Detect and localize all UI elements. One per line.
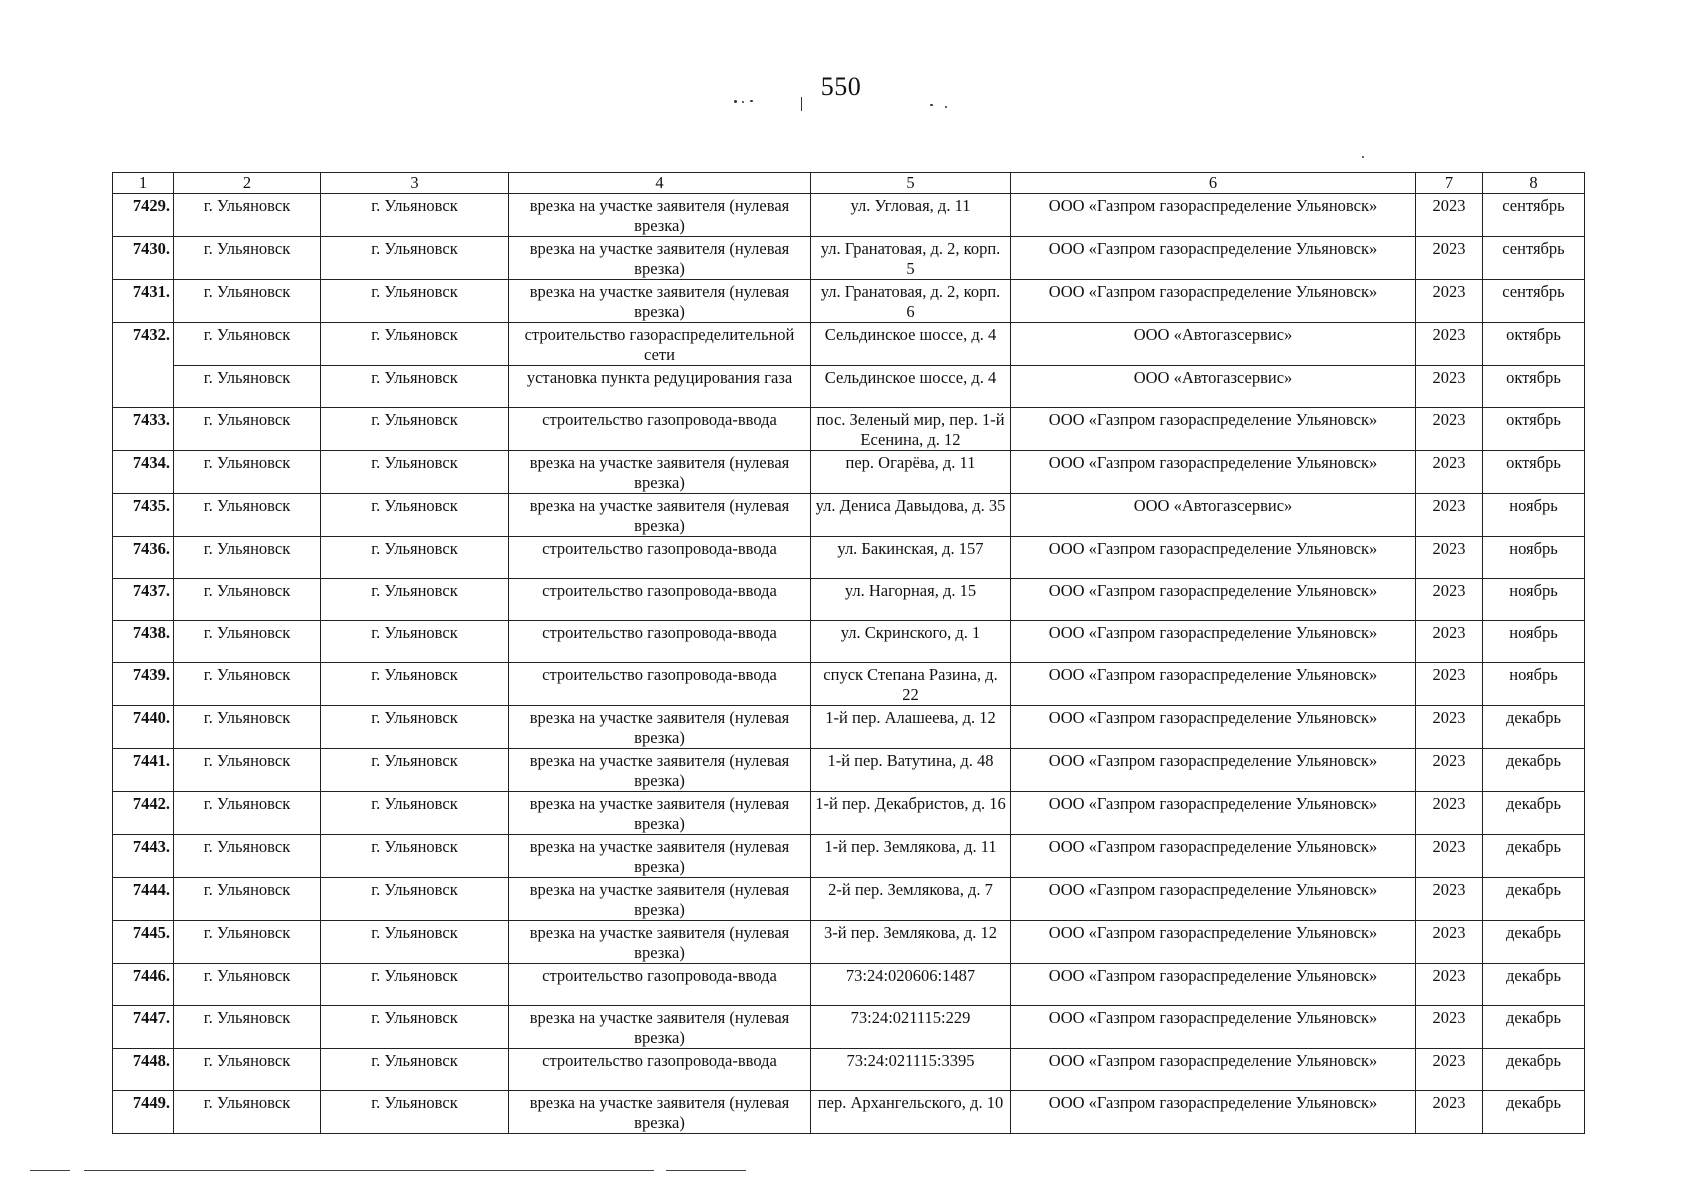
row-number: 7445.	[113, 921, 174, 964]
table-row	[113, 749, 1585, 792]
work-type-cell: строительство газопровода-ввода	[509, 537, 811, 579]
organization-cell: ООО «Газпром газораспределение Ульяновск»	[1011, 792, 1416, 835]
district-cell: г. Ульяновск	[174, 749, 321, 792]
organization-cell: ООО «Газпром газораспределение Ульяновск»	[1011, 194, 1416, 237]
settlement-cell: г. Ульяновск	[321, 663, 509, 706]
row-number: 7442.	[113, 792, 174, 835]
district-cell: г. Ульяновск	[174, 1049, 321, 1091]
table-row	[113, 237, 1585, 280]
row-number: 7435.	[113, 494, 174, 537]
settlement-cell: г. Ульяновск	[321, 408, 509, 451]
year-cell: 2023	[1416, 579, 1483, 621]
work-type-cell: строительство газопровода-ввода	[509, 579, 811, 621]
row-number: 7449.	[113, 1091, 174, 1134]
organization-cell: ООО «Газпром газораспределение Ульяновск»	[1011, 1091, 1416, 1134]
settlement-cell: г. Ульяновск	[321, 749, 509, 792]
organization-cell: ООО «Газпром газораспределение Ульяновск»	[1011, 921, 1416, 964]
row-number: 7444.	[113, 878, 174, 921]
month-cell: декабрь	[1483, 706, 1585, 749]
organization-cell: ООО «Газпром газораспределение Ульяновск»	[1011, 878, 1416, 921]
settlement-cell: г. Ульяновск	[321, 1006, 509, 1049]
table-row	[113, 408, 1585, 451]
year-cell: 2023	[1416, 835, 1483, 878]
organization-cell: ООО «Газпром газораспределение Ульяновск»	[1011, 280, 1416, 323]
table-row	[113, 878, 1585, 921]
address-cell: 3-й пер. Землякова, д. 12	[811, 921, 1011, 964]
district-cell: г. Ульяновск	[174, 835, 321, 878]
year-cell: 2023	[1416, 494, 1483, 537]
address-cell: ул. Гранатовая, д. 2, корп. 6	[811, 280, 1011, 323]
month-cell: декабрь	[1483, 792, 1585, 835]
work-type-cell: врезка на участке заявителя (нулевая врезка)	[509, 1006, 811, 1049]
table-row	[113, 451, 1585, 494]
address-cell: Сельдинское шоссе, д. 4	[811, 323, 1011, 366]
row-number: 7443.	[113, 835, 174, 878]
district-cell: г. Ульяновск	[174, 706, 321, 749]
page-number	[0, 72, 1698, 102]
row-number: 7432.	[113, 323, 174, 366]
work-type-cell: врезка на участке заявителя (нулевая врезка)	[509, 237, 811, 280]
settlement-cell: г. Ульяновск	[321, 792, 509, 835]
year-cell: 2023	[1416, 792, 1483, 835]
address-cell: 73:24:021115:229	[811, 1006, 1011, 1049]
settlement-cell: г. Ульяновск	[321, 835, 509, 878]
address-cell: 1-й пер. Ватутина, д. 48	[811, 749, 1011, 792]
year-cell: 2023	[1416, 537, 1483, 579]
month-cell: сентябрь	[1483, 237, 1585, 280]
table-row	[113, 280, 1585, 323]
settlement-cell: г. Ульяновск	[321, 194, 509, 237]
district-cell: г. Ульяновск	[174, 1091, 321, 1134]
work-type-cell: строительство газопровода-ввода	[509, 621, 811, 663]
row-number: 7439.	[113, 663, 174, 706]
row-number: 7434.	[113, 451, 174, 494]
table-row	[113, 835, 1585, 878]
month-cell: ноябрь	[1483, 579, 1585, 621]
address-cell: спуск Степана Разина, д. 22	[811, 663, 1011, 706]
row-number: 7433.	[113, 408, 174, 451]
scan-speck	[945, 106, 947, 108]
settlement-cell: г. Ульяновск	[321, 537, 509, 579]
district-cell: г. Ульяновск	[174, 237, 321, 280]
bottom-rule	[666, 1170, 746, 1171]
row-number: 7441.	[113, 749, 174, 792]
year-cell: 2023	[1416, 451, 1483, 494]
district-cell: г. Ульяновск	[174, 621, 321, 663]
year-cell: 2023	[1416, 280, 1483, 323]
page-number-text: 550	[820, 72, 862, 101]
row-number: 7437.	[113, 579, 174, 621]
settlement-cell: г. Ульяновск	[321, 366, 509, 408]
organization-cell: ООО «Газпром газораспределение Ульяновск»	[1011, 835, 1416, 878]
scan-speck	[930, 104, 933, 106]
month-cell: октябрь	[1483, 408, 1585, 451]
organization-cell: ООО «Газпром газораспределение Ульяновск»	[1011, 964, 1416, 1006]
bottom-rule	[84, 1170, 654, 1171]
table-row	[113, 323, 1585, 366]
district-cell: г. Ульяновск	[174, 323, 321, 366]
month-cell: декабрь	[1483, 1006, 1585, 1049]
district-cell: г. Ульяновск	[174, 579, 321, 621]
year-cell: 2023	[1416, 1091, 1483, 1134]
address-cell: пер. Огарёва, д. 11	[811, 451, 1011, 494]
address-cell: 1-й пер. Землякова, д. 11	[811, 835, 1011, 878]
table-row	[113, 706, 1585, 749]
month-cell: декабрь	[1483, 1091, 1585, 1134]
address-cell: пер. Архангельского, д. 10	[811, 1091, 1011, 1134]
year-cell: 2023	[1416, 749, 1483, 792]
month-cell: октябрь	[1483, 323, 1585, 366]
table-row	[113, 964, 1585, 1006]
settlement-cell: г. Ульяновск	[321, 1049, 509, 1091]
year-cell: 2023	[1416, 1006, 1483, 1049]
scan-speck	[1362, 156, 1364, 158]
address-cell: ул. Гранатовая, д. 2, корп. 5	[811, 237, 1011, 280]
district-cell: г. Ульяновск	[174, 537, 321, 579]
organization-cell: ООО «Автогазсервис»	[1011, 494, 1416, 537]
district-cell: г. Ульяновск	[174, 366, 321, 408]
table-row	[113, 537, 1585, 579]
column-number: 2	[174, 173, 321, 194]
work-type-cell: строительство газопровода-ввода	[509, 663, 811, 706]
table-row	[113, 194, 1585, 237]
month-cell: декабрь	[1483, 878, 1585, 921]
settlement-cell: г. Ульяновск	[321, 706, 509, 749]
address-cell: 1-й пер. Декабристов, д. 16	[811, 792, 1011, 835]
district-cell: г. Ульяновск	[174, 792, 321, 835]
month-cell: декабрь	[1483, 749, 1585, 792]
organization-cell: ООО «Газпром газораспределение Ульяновск»	[1011, 237, 1416, 280]
district-cell: г. Ульяновск	[174, 280, 321, 323]
address-cell: 1-й пер. Алашеева, д. 12	[811, 706, 1011, 749]
address-cell: ул. Нагорная, д. 15	[811, 579, 1011, 621]
register-table	[112, 172, 1585, 1134]
table-row	[113, 494, 1585, 537]
row-number: 7448.	[113, 1049, 174, 1091]
organization-cell: ООО «Газпром газораспределение Ульяновск»	[1011, 451, 1416, 494]
year-cell: 2023	[1416, 621, 1483, 663]
organization-cell: ООО «Газпром газораспределение Ульяновск»	[1011, 408, 1416, 451]
column-number: 3	[321, 173, 509, 194]
settlement-cell: г. Ульяновск	[321, 921, 509, 964]
table-row	[113, 1049, 1585, 1091]
address-cell: ул. Угловая, д. 11	[811, 194, 1011, 237]
organization-cell: ООО «Автогазсервис»	[1011, 366, 1416, 408]
address-cell: ул. Скринского, д. 1	[811, 621, 1011, 663]
settlement-cell: г. Ульяновск	[321, 579, 509, 621]
row-number: 7446.	[113, 964, 174, 1006]
address-cell: 73:24:020606:1487	[811, 964, 1011, 1006]
table-row	[113, 621, 1585, 663]
organization-cell: ООО «Газпром газораспределение Ульяновск»	[1011, 621, 1416, 663]
address-cell: Сельдинское шоссе, д. 4	[811, 366, 1011, 408]
year-cell: 2023	[1416, 408, 1483, 451]
row-number	[113, 366, 174, 408]
month-cell: ноябрь	[1483, 621, 1585, 663]
year-cell: 2023	[1416, 878, 1483, 921]
year-cell: 2023	[1416, 921, 1483, 964]
month-cell: декабрь	[1483, 964, 1585, 1006]
work-type-cell: строительство газопровода-ввода	[509, 408, 811, 451]
year-cell: 2023	[1416, 237, 1483, 280]
work-type-cell: врезка на участке заявителя (нулевая врезка)	[509, 921, 811, 964]
table-row	[113, 921, 1585, 964]
year-cell: 2023	[1416, 366, 1483, 408]
month-cell: ноябрь	[1483, 537, 1585, 579]
column-number: 1	[113, 173, 174, 194]
table-row	[113, 663, 1585, 706]
row-number: 7429.	[113, 194, 174, 237]
district-cell: г. Ульяновск	[174, 921, 321, 964]
work-type-cell: врезка на участке заявителя (нулевая врезка)	[509, 1091, 811, 1134]
column-number: 6	[1011, 173, 1416, 194]
work-type-cell: строительство газопровода-ввода	[509, 1049, 811, 1091]
district-cell: г. Ульяновск	[174, 1006, 321, 1049]
table-row	[113, 1091, 1585, 1134]
scan-speck	[750, 100, 753, 102]
address-cell: пос. Зеленый мир, пер. 1-й Есенина, д. 12	[811, 408, 1011, 451]
settlement-cell: г. Ульяновск	[321, 323, 509, 366]
settlement-cell: г. Ульяновск	[321, 451, 509, 494]
month-cell: ноябрь	[1483, 663, 1585, 706]
month-cell: октябрь	[1483, 366, 1585, 408]
row-number: 7430.	[113, 237, 174, 280]
settlement-cell: г. Ульяновск	[321, 280, 509, 323]
scan-speck	[734, 100, 737, 103]
year-cell: 2023	[1416, 706, 1483, 749]
organization-cell: ООО «Автогазсервис»	[1011, 323, 1416, 366]
column-number: 5	[811, 173, 1011, 194]
settlement-cell: г. Ульяновск	[321, 1091, 509, 1134]
month-cell: сентябрь	[1483, 280, 1585, 323]
work-type-cell: строительство газопровода-ввода	[509, 964, 811, 1006]
settlement-cell: г. Ульяновск	[321, 878, 509, 921]
month-cell: декабрь	[1483, 1049, 1585, 1091]
month-cell: ноябрь	[1483, 494, 1585, 537]
district-cell: г. Ульяновск	[174, 964, 321, 1006]
organization-cell: ООО «Газпром газораспределение Ульяновск»	[1011, 579, 1416, 621]
work-type-cell: врезка на участке заявителя (нулевая врезка)	[509, 749, 811, 792]
work-type-cell: врезка на участке заявителя (нулевая врезка)	[509, 494, 811, 537]
month-cell: октябрь	[1483, 451, 1585, 494]
table-row	[113, 792, 1585, 835]
work-type-cell: врезка на участке заявителя (нулевая врезка)	[509, 792, 811, 835]
work-type-cell: врезка на участке заявителя (нулевая врезка)	[509, 706, 811, 749]
organization-cell: ООО «Газпром газораспределение Ульяновск»	[1011, 706, 1416, 749]
row-number: 7440.	[113, 706, 174, 749]
column-number: 4	[509, 173, 811, 194]
year-cell: 2023	[1416, 663, 1483, 706]
work-type-cell: врезка на участке заявителя (нулевая врезка)	[509, 280, 811, 323]
column-number: 8	[1483, 173, 1585, 194]
table-row	[113, 366, 1585, 408]
register-body	[113, 194, 1585, 1134]
organization-cell: ООО «Газпром газораспределение Ульяновск»	[1011, 1006, 1416, 1049]
year-cell: 2023	[1416, 1049, 1483, 1091]
settlement-cell: г. Ульяновск	[321, 237, 509, 280]
table-row	[113, 579, 1585, 621]
row-number: 7431.	[113, 280, 174, 323]
bottom-rule	[30, 1170, 70, 1171]
settlement-cell: г. Ульяновск	[321, 964, 509, 1006]
address-cell: ул. Дениса Давыдова, д. 35	[811, 494, 1011, 537]
address-cell: ул. Бакинская, д. 157	[811, 537, 1011, 579]
work-type-cell: врезка на участке заявителя (нулевая врезка)	[509, 451, 811, 494]
district-cell: г. Ульяновск	[174, 878, 321, 921]
year-cell: 2023	[1416, 323, 1483, 366]
work-type-cell: установка пункта редуцирования газа	[509, 366, 811, 408]
work-type-cell: врезка на участке заявителя (нулевая врезка)	[509, 835, 811, 878]
month-cell: декабрь	[1483, 921, 1585, 964]
district-cell: г. Ульяновск	[174, 194, 321, 237]
district-cell: г. Ульяновск	[174, 663, 321, 706]
row-number: 7438.	[113, 621, 174, 663]
organization-cell: ООО «Газпром газораспределение Ульяновск»	[1011, 749, 1416, 792]
organization-cell: ООО «Газпром газораспределение Ульяновск»	[1011, 537, 1416, 579]
scan-speck	[742, 101, 744, 103]
row-number: 7436.	[113, 537, 174, 579]
column-number-row	[113, 173, 1585, 194]
organization-cell: ООО «Газпром газораспределение Ульяновск»	[1011, 1049, 1416, 1091]
table-row	[113, 1006, 1585, 1049]
month-cell: сентябрь	[1483, 194, 1585, 237]
address-cell: 73:24:021115:3395	[811, 1049, 1011, 1091]
column-number: 7	[1416, 173, 1483, 194]
settlement-cell: г. Ульяновск	[321, 494, 509, 537]
month-cell: декабрь	[1483, 835, 1585, 878]
year-cell: 2023	[1416, 194, 1483, 237]
row-number: 7447.	[113, 1006, 174, 1049]
work-type-cell: врезка на участке заявителя (нулевая врезка)	[509, 194, 811, 237]
district-cell: г. Ульяновск	[174, 494, 321, 537]
settlement-cell: г. Ульяновск	[321, 621, 509, 663]
district-cell: г. Ульяновск	[174, 451, 321, 494]
work-type-cell: строительство газораспределительной сети	[509, 323, 811, 366]
address-cell: 2-й пер. Землякова, д. 7	[811, 878, 1011, 921]
scan-speck	[801, 97, 802, 111]
work-type-cell: врезка на участке заявителя (нулевая врезка)	[509, 878, 811, 921]
district-cell: г. Ульяновск	[174, 408, 321, 451]
organization-cell: ООО «Газпром газораспределение Ульяновск»	[1011, 663, 1416, 706]
year-cell: 2023	[1416, 964, 1483, 1006]
